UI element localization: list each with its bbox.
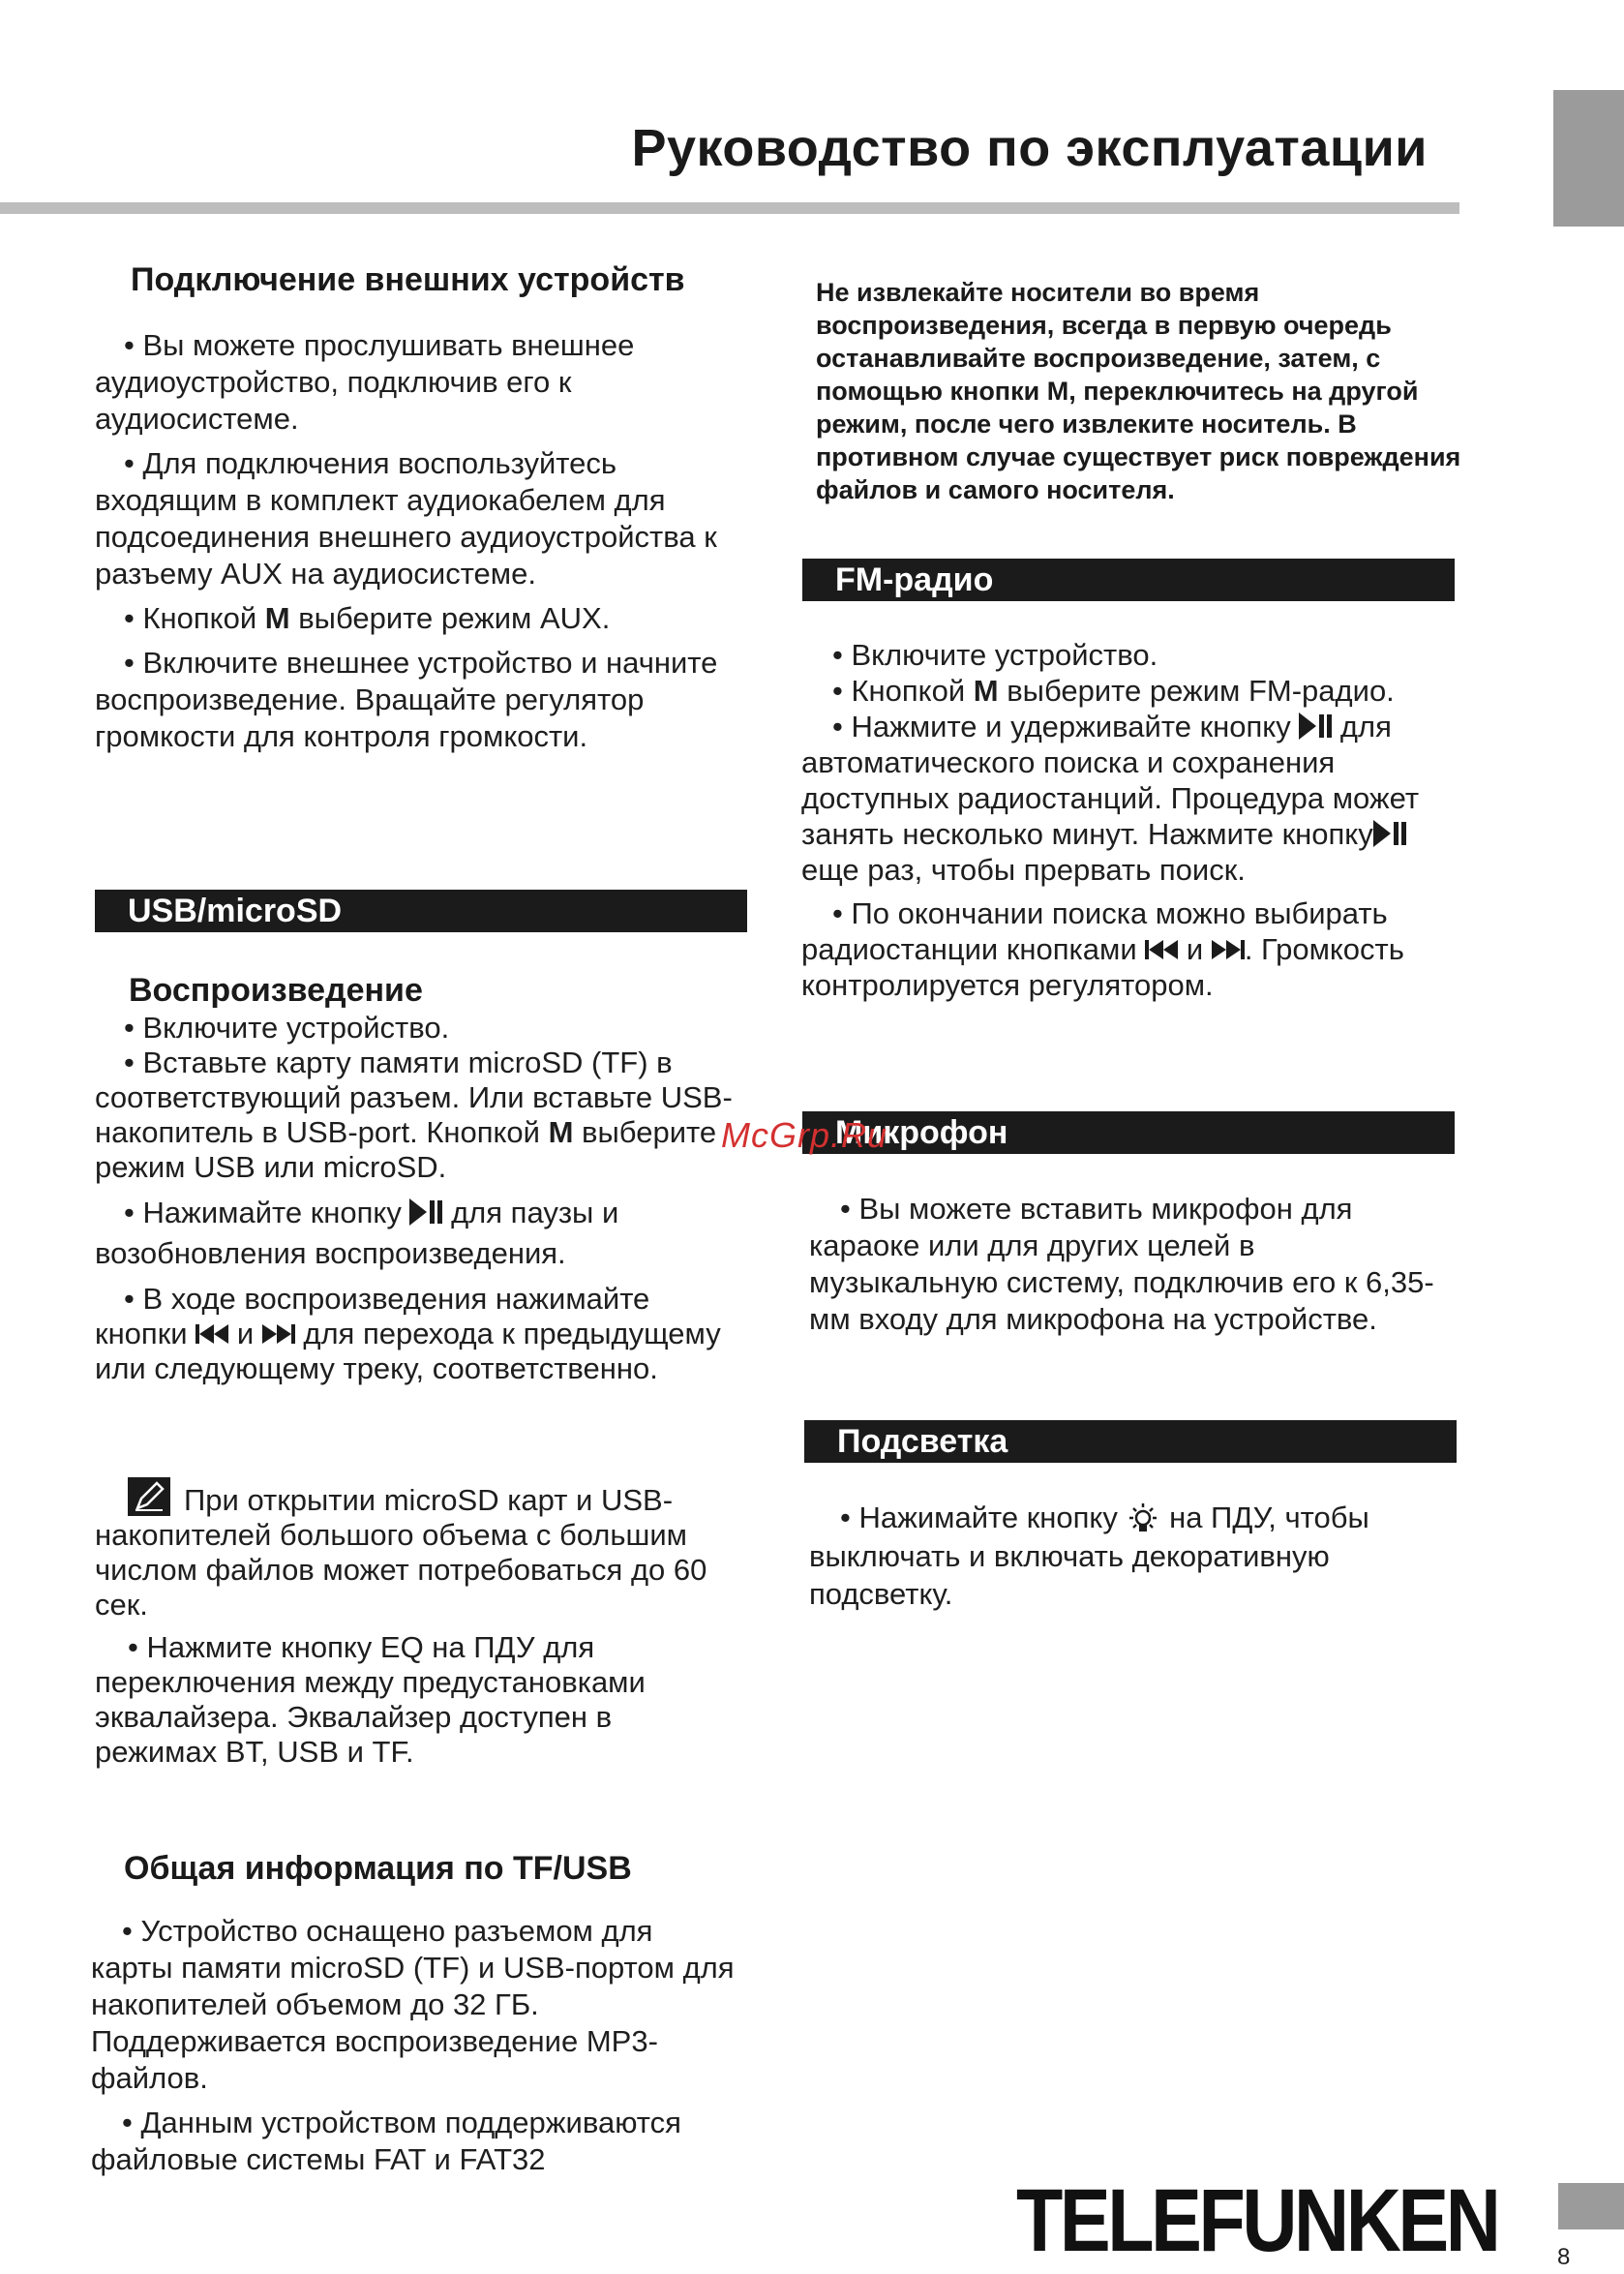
usb-b2: • Вставьте карту памяти microSD (TF) в соответствующий разъем. Или вставьте USB-накопитель в USB-port. Кнопкой M выберите режим USB или microSD. [95,1046,733,1184]
previous-track-icon [195,1324,228,1344]
mic-p1: • Вы можете вставить микрофон для караоке или для других целей в музыкальную систему, подключив его к 6,35-мм входу для микрофона на устройстве. [809,1192,1434,1336]
side-tab [1553,90,1624,227]
title-rule [0,202,1459,214]
mic-text [809,1191,1448,1346]
fm-b1: • Включите устройство. [832,638,1158,672]
note-pencil-icon [128,1477,170,1516]
general-heading: Общая информация по TF/USB [124,1850,632,1887]
usb-text [95,1011,734,1394]
light-text [809,1499,1448,1621]
external-text [95,327,734,763]
side-tab-bottom [1558,2183,1624,2229]
page-title: Руководство по эксплуатации [631,119,1428,177]
fm-b3: • Нажмите и удерживайте кнопку для автоматического поиска и сохранения доступных радиостанций. Процедура может занять несколько минут. Нажмите кнопку еще раз, чтобы прервать поиск. [801,710,1420,887]
next-track-icon [262,1324,295,1344]
play-pause-icon [1373,820,1406,847]
fm-text [801,637,1459,1011]
light-bulb-icon [1126,1502,1160,1537]
fm-b4: • По окончании поиска можно выбирать радиостанции кнопками и . Громкость контролируется регулятором. [801,896,1404,1002]
usb-b1: • Включите устройство. [124,1011,450,1045]
next-track-icon [1212,940,1245,959]
usb-b3: • Нажимайте кнопку для паузы и возобновления воспроизведения. [95,1196,619,1270]
play-pause-icon [409,1198,442,1226]
external-p2: • Для подключения воспользуйтесь входящим в комплект аудиокабелем для подсоединения внешнего аудиоустройства к разъему AUX на аудиосистеме. [95,446,717,591]
external-p4: • Включите внешнее устройство и начните воспроизведение. Вращайте регулятор громкости для контроля громкости. [95,646,718,753]
external-p3: • Кнопкой M выберите режим AUX. [124,601,611,635]
general-p1: • Устройство оснащено разъемом для карты памяти microSD (TF) и USB-портом для накопителей объемом до 32 ГБ. Поддерживается воспроизведение MP3-файлов. [91,1914,735,2095]
page-number: 8 [1557,2244,1571,2270]
usb-section-bar: USB/microSD [95,890,747,932]
fm-b2: • Кнопкой M выберите режим FM-радио. [832,674,1395,708]
playback-heading: Воспроизведение [129,972,423,1009]
removal-warning: Не извлекайте носители во время воспроизведения, всегда в первую очередь останавливайте воспроизведение, затем, с помощью кнопки M, переключитесь на другой режим, после чего извлеките носитель. В противном случае существует риск повреждения файлов и самого носителя. [816,278,1461,504]
light-section-bar: Подсветка [804,1420,1457,1463]
usb-note-p: При открытии microSD карт и USB-накопителей большого объема с большим числом файлов может потребоваться до 60 сек. [95,1477,734,1622]
external-p1: • Вы можете прослушивать внешнее аудиоустройство, подключив его к аудиосистеме. [95,328,635,436]
usb-b4: • В ходе воспроизведения нажимайте кнопки и для перехода к предыдущему или следующему треку, соответственно. [95,1282,721,1385]
usb-eq: • Нажмите кнопку EQ на ПДУ для переключения между предустановками эквалайзера. Эквалайзер доступен в режимах BT, USB и TF. [95,1630,646,1769]
light-p1: • Нажимайте кнопку на ПДУ, чтобы выключать и включать декоративную подсветку. [809,1501,1369,1611]
general-text [91,1913,735,2186]
external-heading: Подключение внешних устройств [131,261,685,298]
watermark: McGrp.Ru [721,1115,888,1155]
general-p2: • Данным устройством поддерживаются файловые системы FAT и FAT32 [91,2106,681,2176]
brand-logo: TELEFUNKEN [1016,2171,1498,2270]
mic-section-bar: Микрофон [802,1111,1455,1154]
fm-section-bar: FM-радио [802,559,1455,601]
usb-note [95,1477,734,1777]
previous-track-icon [1145,940,1178,959]
play-pause-icon [1299,713,1332,740]
